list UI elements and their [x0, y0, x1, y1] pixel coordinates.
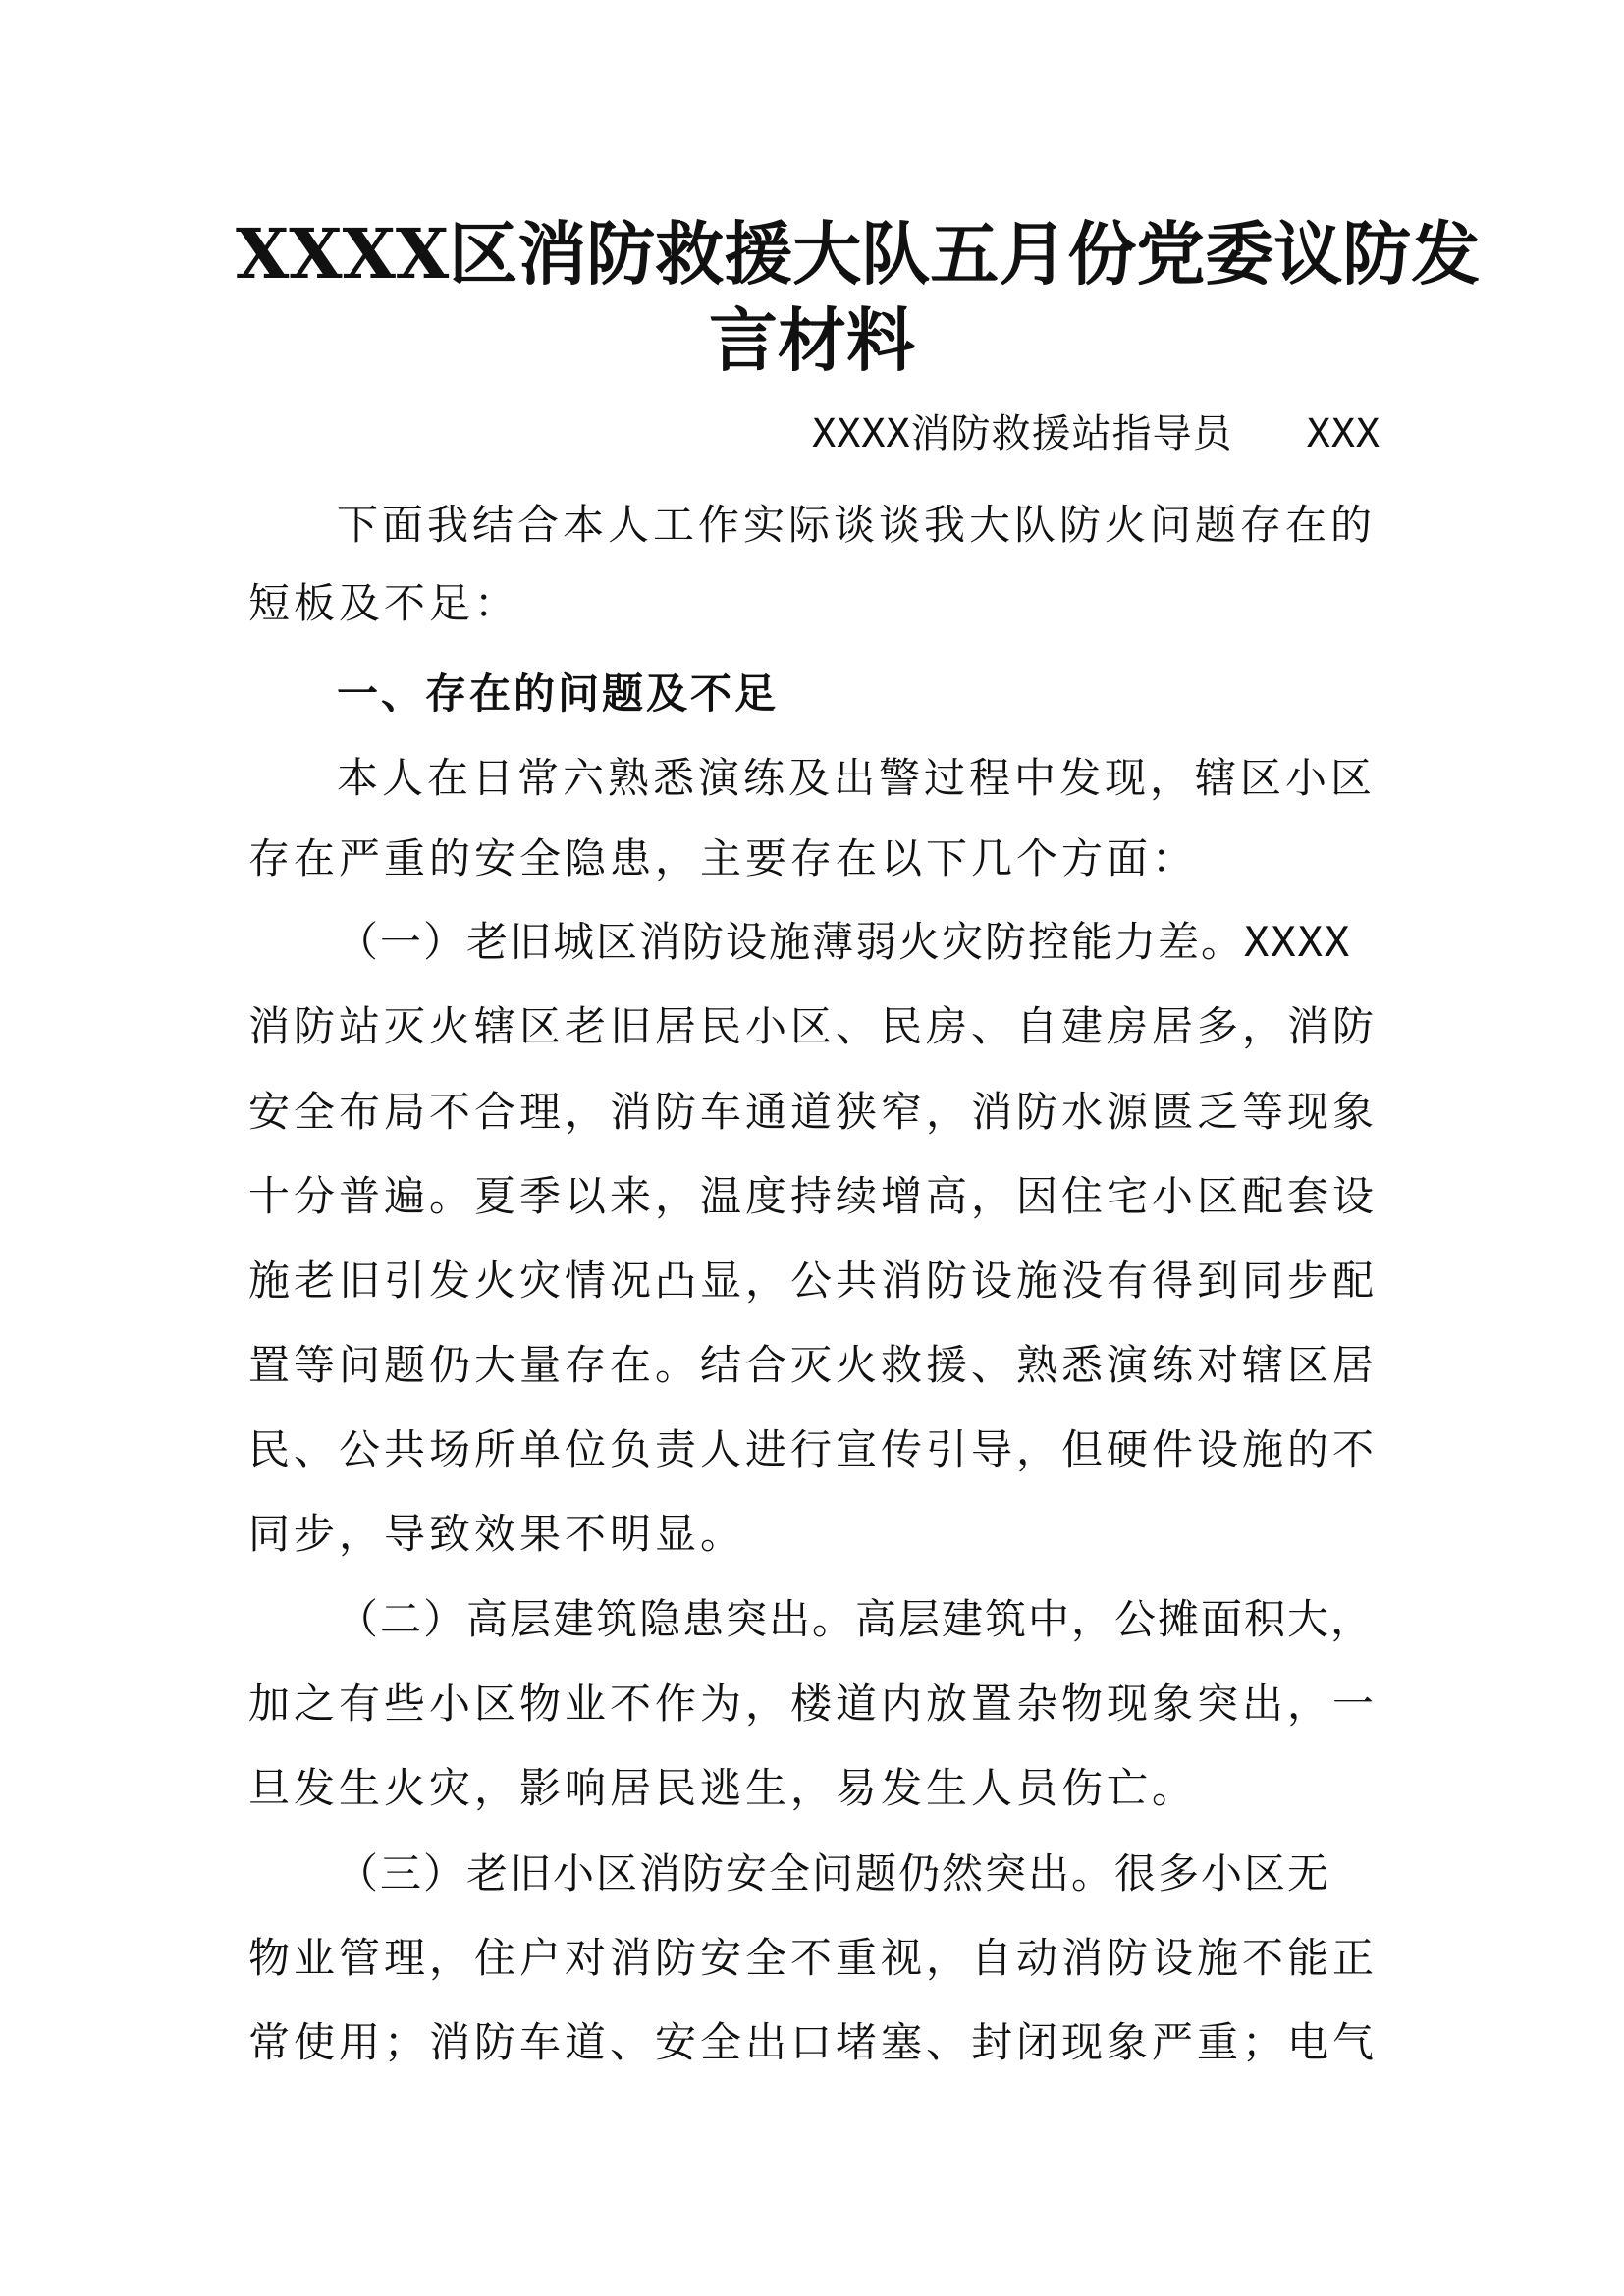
document-title-line-1: XXXX区消防救援大队五月份党委议防发	[236, 213, 1481, 294]
section-heading: 一、存在的问题及不足	[337, 669, 780, 718]
paragraph-line: 消防站灭火辖区老旧居民小区、民房、自建房居多，消防	[248, 1002, 1379, 1050]
paragraph-line: 短板及不足：	[248, 579, 520, 627]
paragraph-line: 施老旧引发火灾情况凸显，公共消防设施没有得到同步配	[248, 1256, 1379, 1305]
paragraph-line: 加之有些小区物业不作为，楼道内放置杂物现象突出，一	[248, 1680, 1379, 1728]
document-title-line-2: 言材料	[709, 299, 915, 381]
paragraph-line: 常使用；消防车道、安全出口堵塞、封闭现象严重；电气	[248, 2018, 1379, 2066]
paragraph-line: （一）老旧城区消防设施薄弱火灾防控能力差。XXXX	[337, 918, 1352, 966]
paragraph-line: 存在严重的安全隐患，主要存在以下几个方面：	[248, 834, 1198, 882]
paragraph-line: 同步，导致效果不明显。	[248, 1510, 746, 1558]
paragraph-line: 民、公共场所单位负责人进行宣传引导，但硬件设施的不	[248, 1425, 1379, 1473]
paragraph-line: （三）老旧小区消防安全问题仍然突出。很多小区无	[337, 1849, 1331, 1897]
author-signature: XXXX消防救援站指导员 XXX	[812, 411, 1380, 456]
paragraph-line: 十分普遍。夏季以来，温度持续增高，因住宅小区配套设	[248, 1172, 1379, 1220]
paragraph-line: 本人在日常六熟悉演练及出警过程中发现，辖区小区	[337, 754, 1377, 802]
paragraph-line: 安全布局不合理，消防车通道狭窄，消防水源匮乏等现象	[248, 1088, 1379, 1136]
paragraph-line: 旦发生火灾，影响居民逃生，易发生人员伤亡。	[248, 1764, 1198, 1812]
paragraph-line: （二）高层建筑隐患突出。高层建筑中，公摊面积大，	[337, 1595, 1375, 1643]
paragraph-line: 下面我结合本人工作实际谈谈我大队防火问题存在的	[337, 501, 1377, 549]
paragraph-line: 置等问题仍大量存在。结合灭火救援、熟悉演练对辖区居	[248, 1341, 1379, 1389]
paragraph-line: 物业管理，住户对消防安全不重视，自动消防设施不能正	[248, 1934, 1379, 1982]
